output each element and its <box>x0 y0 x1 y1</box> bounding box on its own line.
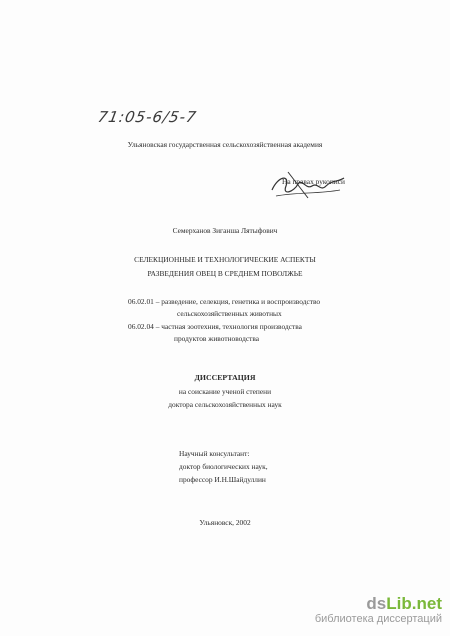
watermark-logo: dsLib.net <box>366 594 442 613</box>
institution-name: Ульяновская государственная сельскохозяйственная академия <box>127 140 323 149</box>
watermark-subtitle: библиотека диссертаций <box>314 613 442 625</box>
author-name: Семерханов Зиганша Лятыфович <box>172 226 278 235</box>
title-line-1: СЕЛЕКЦИОННЫЕ И ТЕХНОЛОГИЧЕСКИЕ АСПЕКТЫ <box>134 255 316 264</box>
signature-icon <box>268 168 350 202</box>
place-year: Ульяновск, 2002 <box>199 518 251 527</box>
title-line-2: РАЗВЕДЕНИЯ ОВЕЦ В СРЕДНЕМ ПОВОЛЖЬЕ <box>147 269 303 278</box>
consultant-degree: доктор биологических наук, <box>179 462 268 471</box>
degree-line-2: доктора сельскохозяйственных наук <box>168 400 282 409</box>
specialty-1-line-1: 06.02.01 – разведение, селекция, генетика и воспроизводство <box>128 297 321 306</box>
specialty-2-line-2: продуктов животноводства <box>174 334 260 343</box>
specialty-1-line-2: сельскохозяйственных животных <box>177 309 282 318</box>
rights-note: На правах рукописи <box>282 177 345 186</box>
specialty-2-line-1: 06.02.04 – частная зоотехния, технология производства <box>128 322 302 331</box>
handwritten-code: 71:05-6/5-7 <box>96 108 199 126</box>
document-type: ДИССЕРТАЦИЯ <box>194 373 256 382</box>
consultant-name: профессор И.Н.Шайдуллин <box>179 475 266 484</box>
watermark-stamp <box>315 594 442 626</box>
degree-line-1: на соискание ученой степени <box>178 387 272 396</box>
consultant-label: Научный консультант: <box>179 449 250 458</box>
